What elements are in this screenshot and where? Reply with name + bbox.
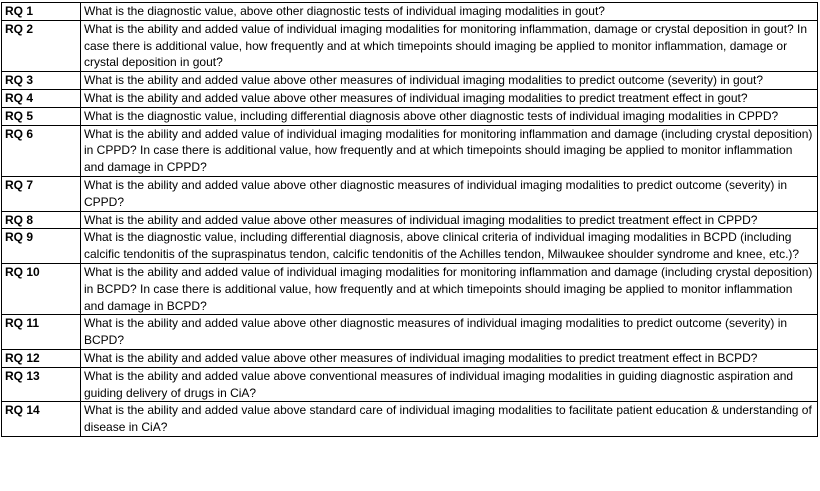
rq-question: What is the ability and added value above other diagnostic measures of individual imaging modalities to predict outcome (severity) in CPPD? — [81, 176, 818, 211]
rq-question: What is the ability and added value above standard care of individual imaging modalities to facilitate patient education & understanding of disease in CiA? — [81, 402, 818, 437]
rq-id: RQ 13 — [2, 367, 81, 402]
rq-question: What is the ability and added value above other diagnostic measures of individual imaging modalities to predict outcome (severity) in BCPD? — [81, 315, 818, 350]
table-row — [2, 89, 818, 107]
rq-id: RQ 5 — [2, 107, 81, 125]
rq-question: What is the ability and added value above other measures of individual imaging modalities to predict treatment effect in CPPD? — [81, 211, 818, 229]
rq-id: RQ 1 — [2, 3, 81, 21]
rq-id: RQ 8 — [2, 211, 81, 229]
rq-question: What is the ability and added value of individual imaging modalities for monitoring inflammation, damage or crystal deposition in gout? In case there is additional value, how frequently and at which timepoints should imaging be applied to monitor inflammation, damage or crystal deposition in gout? — [81, 20, 818, 71]
rq-question: What is the diagnostic value, above other diagnostic tests of individual imaging modalities in gout? — [81, 3, 818, 21]
rq-id: RQ 2 — [2, 20, 81, 71]
rq-id: RQ 9 — [2, 229, 81, 264]
table-row — [2, 229, 818, 264]
rq-id: RQ 7 — [2, 176, 81, 211]
table-row — [2, 72, 818, 90]
table-row — [2, 211, 818, 229]
rq-question: What is the ability and added value above other measures of individual imaging modalities to predict treatment effect in BCPD? — [81, 349, 818, 367]
rq-id: RQ 11 — [2, 315, 81, 350]
table-row — [2, 367, 818, 402]
rq-id: RQ 6 — [2, 125, 81, 176]
table-row — [2, 263, 818, 314]
rq-question: What is the ability and added value above other measures of individual imaging modalities to predict treatment effect in gout? — [81, 89, 818, 107]
rq-question: What is the ability and added value of individual imaging modalities for monitoring inflammation and damage (including crystal deposition) in BCPD? In case there is additional value, how frequently and at which timepoints should imaging be applied to monitor inflammation and damage in BCPD? — [81, 263, 818, 314]
table-row — [2, 3, 818, 21]
rq-id: RQ 4 — [2, 89, 81, 107]
table-row — [2, 349, 818, 367]
table-row — [2, 176, 818, 211]
rq-question: What is the ability and added value above other measures of individual imaging modalities to predict outcome (severity) in gout? — [81, 72, 818, 90]
rq-question: What is the diagnostic value, including differential diagnosis above other diagnostic tests of individual imaging modalities in CPPD? — [81, 107, 818, 125]
table-row — [2, 402, 818, 437]
rq-question: What is the ability and added value of individual imaging modalities for monitoring inflammation and damage (including crystal deposition) in CPPD? In case there is additional value, how frequently and at which timepoints should imaging be applied to monitor inflammation and damage in CPPD? — [81, 125, 818, 176]
rq-id: RQ 12 — [2, 349, 81, 367]
table-row — [2, 315, 818, 350]
rq-id: RQ 10 — [2, 263, 81, 314]
table-row — [2, 125, 818, 176]
rq-id: RQ 3 — [2, 72, 81, 90]
rq-question: What is the diagnostic value, including differential diagnosis, above clinical criteria of individual imaging modalities in BCPD (including calcific tendonitis of the supraspinatus tendon, calcific tendonitis of the Achilles tendon, Milwaukee shoulder syndrome and knee, etc.)? — [81, 229, 818, 264]
research-questions-table — [1, 2, 818, 437]
rq-question: What is the ability and added value above conventional measures of individual imaging modalities in guiding diagnostic aspiration and guiding delivery of drugs in CiA? — [81, 367, 818, 402]
table-row — [2, 20, 818, 71]
table-row — [2, 107, 818, 125]
rq-id: RQ 14 — [2, 402, 81, 437]
